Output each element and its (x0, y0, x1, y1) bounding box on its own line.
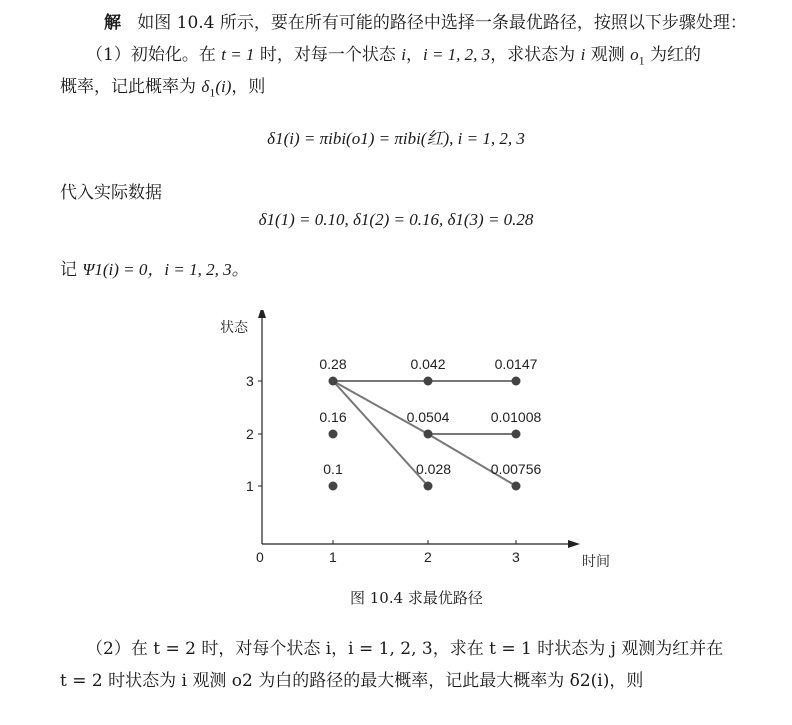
x-axis-arrow (568, 540, 580, 548)
step1-end: 为红的 (644, 45, 702, 65)
step1-mid2: ，求状态为 (490, 45, 581, 65)
state-node (424, 377, 433, 386)
state-node (512, 482, 521, 491)
figure-caption: 图 10.4 求最优路径 (350, 589, 483, 607)
state-node (424, 430, 433, 439)
node-label: 0.0147 (494, 356, 538, 372)
state-node (424, 482, 433, 491)
step1-line2a: 概率，记此概率为 (60, 77, 202, 97)
step2-line1: （2）在 t = 2 时，对每个状态 i，i = 1, 2, 3，求在 t = 1 时状态为 j 观测为红并在 (86, 639, 724, 659)
step1-o1-sub: 1 (638, 53, 645, 68)
state-node (329, 482, 338, 491)
y-tick-2: 2 (246, 426, 254, 442)
psi-line (60, 255, 249, 280)
viterbi-figure (212, 310, 632, 600)
equation-delta1: δ1(i) = πibi(o1) = πibi(红), i = 1, 2, 3 (267, 129, 525, 148)
node-labels (319, 356, 541, 477)
step1-i: i (401, 45, 406, 64)
node-label: 0.28 (319, 356, 347, 372)
step1-mid1: 时，对每一个状态 (254, 45, 402, 65)
step1-i-range: i = 1, 2, 3 (422, 45, 491, 64)
step1-o1: o (630, 45, 639, 64)
node-label: 0.1 (323, 461, 343, 477)
step1-delta: δ (201, 77, 210, 96)
path-edge (333, 381, 428, 434)
node-label: 0.01008 (490, 409, 542, 425)
path-edge (333, 381, 428, 486)
substitute-text: 代入实际数据 (60, 183, 162, 203)
x-tick-0: 0 (256, 549, 264, 565)
path-edge (428, 434, 516, 486)
node-label: 0.042 (410, 356, 446, 372)
x-tick-2: 2 (424, 549, 432, 565)
step1-mid3: 观测 (585, 45, 631, 65)
step1-delta-arg: (i) (215, 77, 232, 96)
intro-paragraph (104, 8, 747, 33)
x-tick-3: 3 (512, 549, 520, 565)
step1-line2 (60, 72, 265, 100)
node-label: 0.16 (319, 409, 347, 425)
equation-values: δ1(1) = 0.10, δ1(2) = 0.16, δ1(3) = 0.28 (258, 210, 534, 229)
y-axis-arrow (258, 310, 266, 318)
step1-line1 (86, 40, 701, 68)
y-tick-1: 1 (246, 478, 254, 494)
step1-t-eq: t = 1 (221, 45, 255, 64)
psi-expr: Ψ1(i) = 0，i = 1, 2, 3。 (82, 260, 249, 279)
step1-i2: i (580, 45, 586, 64)
step1-label: （1）初始化。在 (86, 45, 216, 65)
state-node (329, 377, 338, 386)
intro-text: 如图 10.4 所示，要在所有可能的路径中选择一条最优路径，按照以下步骤处理： (137, 13, 747, 33)
y-ticks (246, 373, 262, 494)
node-label: 0.00756 (490, 461, 542, 477)
state-node (512, 377, 521, 386)
psi-prefix: 记 (60, 260, 83, 280)
state-node (329, 430, 338, 439)
step1-delta-sub: 1 (209, 85, 216, 100)
node-label: 0.0504 (406, 409, 450, 425)
y-tick-3: 3 (246, 373, 254, 389)
state-node (512, 430, 521, 439)
x-axis-label: 时间 (582, 553, 610, 569)
step1-comma: ， (405, 45, 423, 65)
x-tick-1: 1 (329, 549, 337, 565)
solve-label: 解 (104, 13, 121, 33)
step1-line2b: ，则 (231, 77, 266, 97)
y-axis-label: 状态 (220, 319, 248, 335)
step2-line2: t = 2 时状态为 i 观测 o2 为白的路径的最大概率，记此最大概率为 δ2(i)，则 (60, 671, 644, 691)
node-label: 0.028 (416, 461, 452, 477)
